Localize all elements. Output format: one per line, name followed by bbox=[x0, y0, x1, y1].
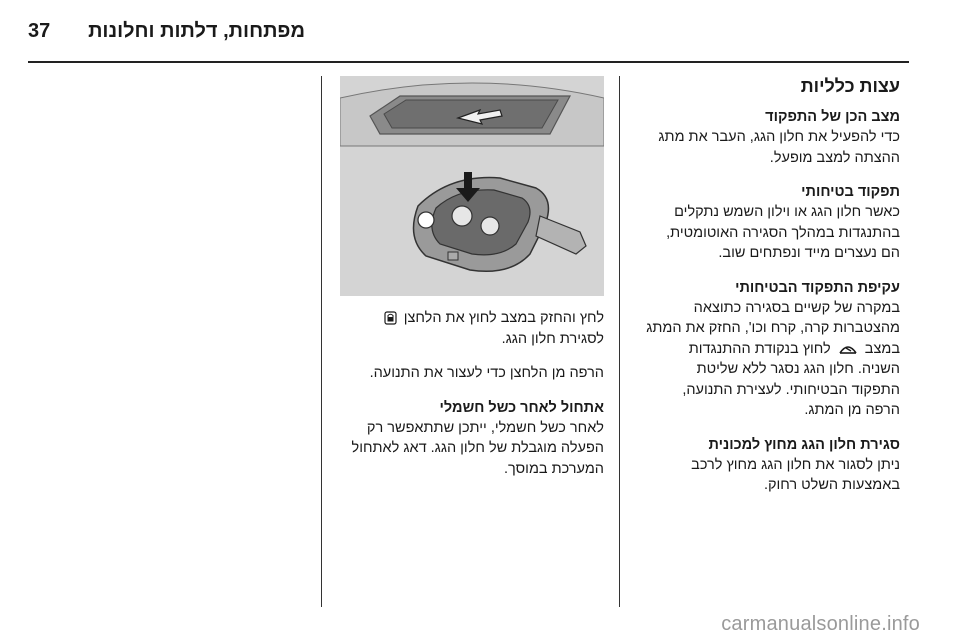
text-line: השניה. חלון הגג נסגר ללא שליטת bbox=[696, 361, 900, 377]
lock-symbol-icon bbox=[384, 311, 397, 325]
text-fragment: לחץ והחזק במצב לחוץ את הלחצן bbox=[403, 310, 604, 326]
sunroof-symbol-icon bbox=[838, 343, 858, 355]
text-line: במקרה של קשיים בסגירה כתוצאה bbox=[693, 299, 900, 316]
block-power-failure bbox=[330, 398, 604, 480]
page-number: 37 bbox=[28, 20, 51, 42]
text-line: כאשר חלון הגג או וילון השמש נתקלים bbox=[674, 204, 900, 220]
block-heading: מצב הכן של התפקוד bbox=[765, 109, 900, 125]
block-text bbox=[638, 455, 900, 496]
block-heading: תפקוד בטיחותי bbox=[801, 184, 900, 200]
text-line: כדי להפעיל את חלון הגג, העבר את מתג bbox=[658, 129, 900, 145]
block-heading: אתחול לאחר כשל חשמלי bbox=[439, 399, 604, 416]
text-line: בהתנגדות במהלך הסגירה האוטומטית, bbox=[666, 224, 900, 241]
press-instruction bbox=[330, 308, 604, 349]
column-divider-right bbox=[619, 76, 620, 607]
header-divider bbox=[28, 61, 909, 63]
text-line: מהצטברות קרה, קרח וכו', החזק את המתג bbox=[646, 320, 900, 336]
section-title: עצות כלליות bbox=[800, 76, 900, 96]
block-override bbox=[638, 278, 900, 421]
text-line: התפקוד הבטיחותי. לעצירת התנועה, bbox=[682, 381, 900, 398]
watermark: carmanualsonline.info bbox=[721, 613, 920, 635]
block-text bbox=[638, 298, 900, 421]
block-text bbox=[330, 418, 604, 480]
text-line: הפעלה מוגבלת של חלון הגג. דאג לאתחול bbox=[351, 440, 604, 456]
block-heading: סגירת חלון הגג מחוץ למכונית bbox=[708, 436, 900, 453]
block-remote-close bbox=[638, 435, 900, 496]
text-line: הם נעצרים מייד ונפתחים שוב. bbox=[718, 245, 900, 261]
text-line bbox=[638, 339, 900, 360]
block-text bbox=[638, 202, 900, 264]
text-fragment: במצב bbox=[864, 340, 900, 357]
text-line: הרפה מן הלחצן כדי לעצור את התנועה. bbox=[369, 365, 604, 381]
text-line: לאחר כשל חשמלי, ייתכן שתתאפשר רק bbox=[366, 419, 604, 436]
text-line: המערכת במוסך. bbox=[504, 460, 604, 477]
block-standby bbox=[638, 107, 900, 168]
right-column bbox=[638, 76, 900, 510]
text-line: באמצעות השלט רחוק. bbox=[763, 477, 900, 493]
text-line: הרפה מן המתג. bbox=[804, 402, 900, 418]
block-safety bbox=[638, 182, 900, 264]
text-line bbox=[330, 308, 604, 329]
block-text bbox=[638, 127, 900, 168]
text-line: לסגירת חלון הגג. bbox=[501, 330, 604, 347]
block-heading: עקיפת התפקוד הבטיחותי bbox=[735, 279, 900, 296]
remote-key-drawing bbox=[340, 76, 604, 296]
middle-column bbox=[330, 76, 604, 493]
remote-key-illustration bbox=[340, 76, 604, 296]
release-instruction bbox=[330, 363, 604, 384]
text-line: ההצתה למצב מופעל. bbox=[769, 149, 900, 166]
page-title: מפתחות, דלתות וחלונות bbox=[88, 20, 305, 42]
page-header bbox=[0, 0, 960, 60]
text-fragment: לחוץ בנקודת ההתנגדות bbox=[688, 340, 831, 357]
text-line: ניתן לסגור את חלון הגג מחוץ לרכב bbox=[691, 456, 900, 473]
column-divider-left bbox=[321, 76, 322, 607]
